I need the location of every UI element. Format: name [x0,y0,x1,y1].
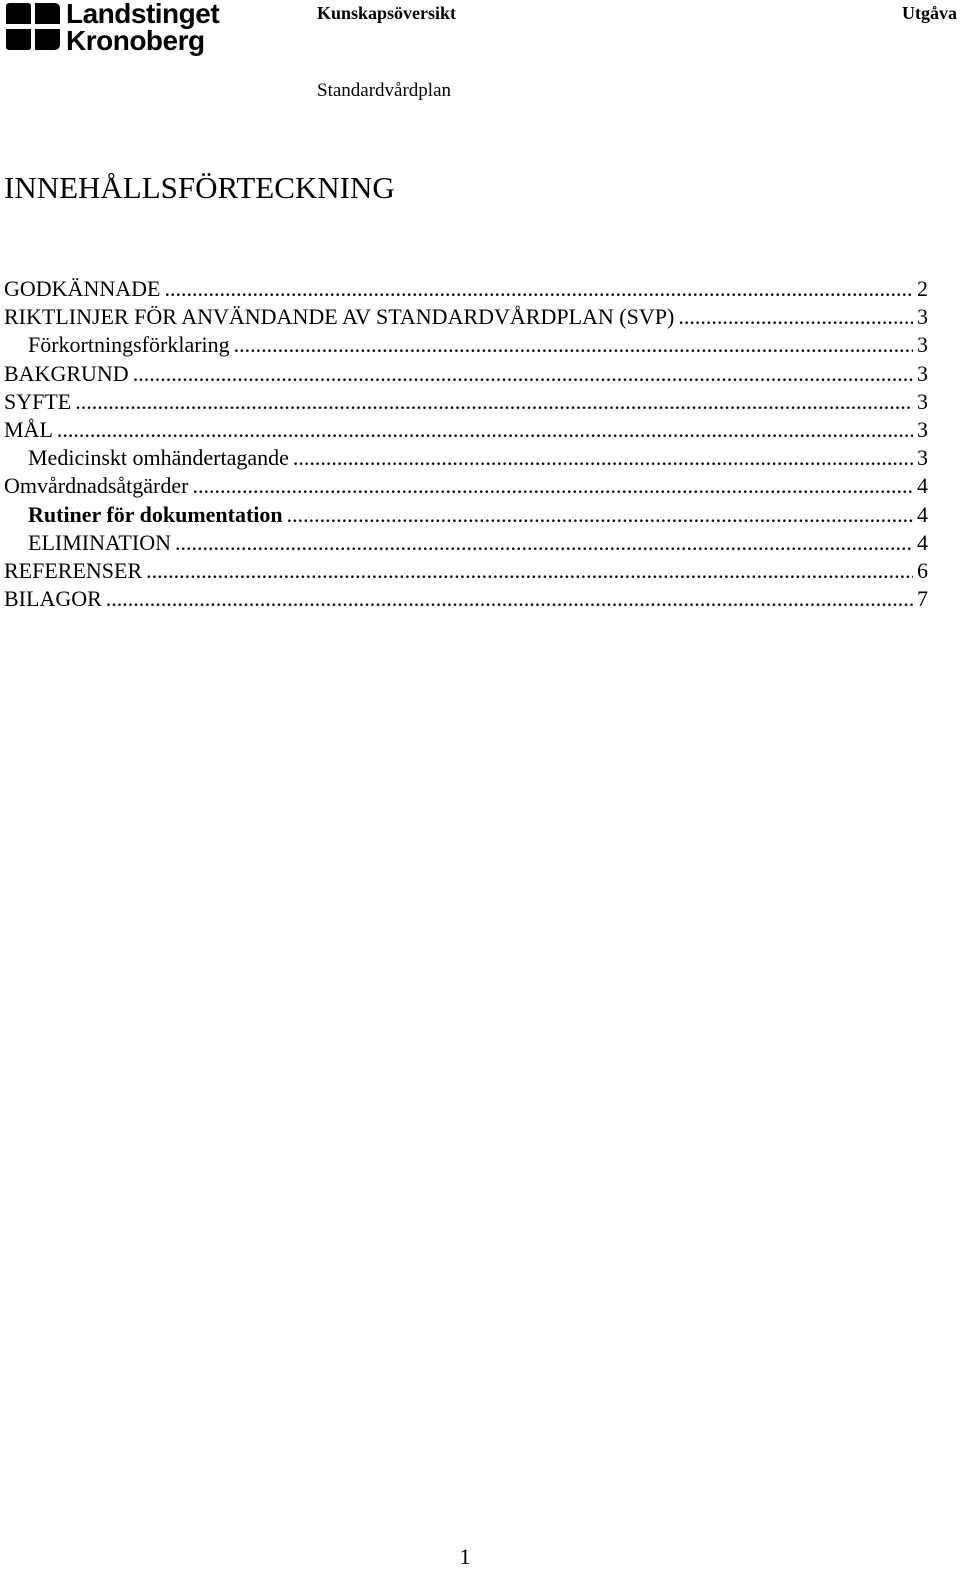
toc-leader-dots [175,529,913,557]
toc-leader-dots [133,360,913,388]
toc-entry-label: ELIMINATION [28,529,171,555]
toc-entry-label: Förkortningsförklaring [28,332,230,358]
toc-entry-elimination[interactable] [4,529,928,557]
logo [4,0,244,58]
toc-leader-dots [192,472,913,500]
toc-leader-dots [164,275,913,303]
toc-title: INNEHÅLLSFÖRTECKNING [4,170,395,205]
page-number: 1 [459,1544,471,1569]
logo-text-line2: Kronoberg [66,25,205,56]
table-of-contents [4,275,928,613]
toc-entry-godkannade[interactable] [4,275,928,303]
toc-entry-page: 3 [917,388,928,414]
toc-entry-riktlinjer[interactable] [4,303,928,331]
document-type: Kunskapsöversikt [317,3,457,23]
toc-entry-label: GODKÄNNADE [4,276,161,301]
toc-entry-syfte[interactable] [4,388,928,416]
toc-entry-label: Omvårdnadsåtgärder [4,473,189,499]
toc-entry-label: SYFTE [4,388,72,414]
toc-entry-page: 3 [917,416,928,442]
toc-entry-forkortningsforklaring[interactable] [4,331,928,359]
toc-entry-page: 3 [917,360,928,386]
edition-label: Utgåva [902,3,957,23]
toc-entry-referenser[interactable] [4,557,928,585]
toc-entry-page: 3 [917,445,928,471]
toc-entry-bakgrund[interactable] [4,360,928,388]
toc-leader-dots [293,444,913,472]
document-subtitle: Standardvårdplan [317,80,452,101]
toc-entry-omvardnadsatgarder[interactable] [4,472,928,500]
toc-leader-dots [57,416,913,444]
toc-entry-medicinskt-omhandertagande[interactable] [4,444,928,472]
toc-entry-page: 3 [917,332,928,358]
logo-text-line1: Landstinget [66,0,220,29]
toc-leader-dots [234,331,913,359]
toc-entry-label: REFERENSER [4,557,143,583]
toc-entry-bilagor[interactable] [4,585,928,613]
toc-entry-page: 6 [917,557,928,583]
toc-leader-dots [287,501,913,529]
toc-entry-page: 3 [917,304,928,330]
toc-leader-dots [678,303,913,331]
toc-entry-page: 4 [917,529,928,555]
toc-entry-label: RIKTLINJER FÖR ANVÄNDANDE AV STANDARDVÅRDPLAN (SVP) [4,304,675,330]
logo-mark-icon [4,2,62,52]
toc-entry-page: 4 [917,473,928,499]
toc-entry-page: 2 [917,276,928,301]
toc-entry-label: Rutiner för dokumentation [28,501,283,527]
toc-entry-rutiner-for-dokumentation[interactable] [4,501,928,529]
toc-entry-page: 7 [917,586,928,612]
toc-leader-dots [106,585,913,613]
toc-entry-label: BAKGRUND [4,360,129,386]
toc-entry-label: MÅL [4,416,53,442]
toc-entry-page: 4 [917,501,928,527]
toc-leader-dots [146,557,913,585]
toc-leader-dots [75,388,913,416]
toc-entry-mal[interactable] [4,416,928,444]
toc-entry-label: Medicinskt omhändertagande [28,445,289,471]
toc-entry-label: BILAGOR [4,586,102,612]
